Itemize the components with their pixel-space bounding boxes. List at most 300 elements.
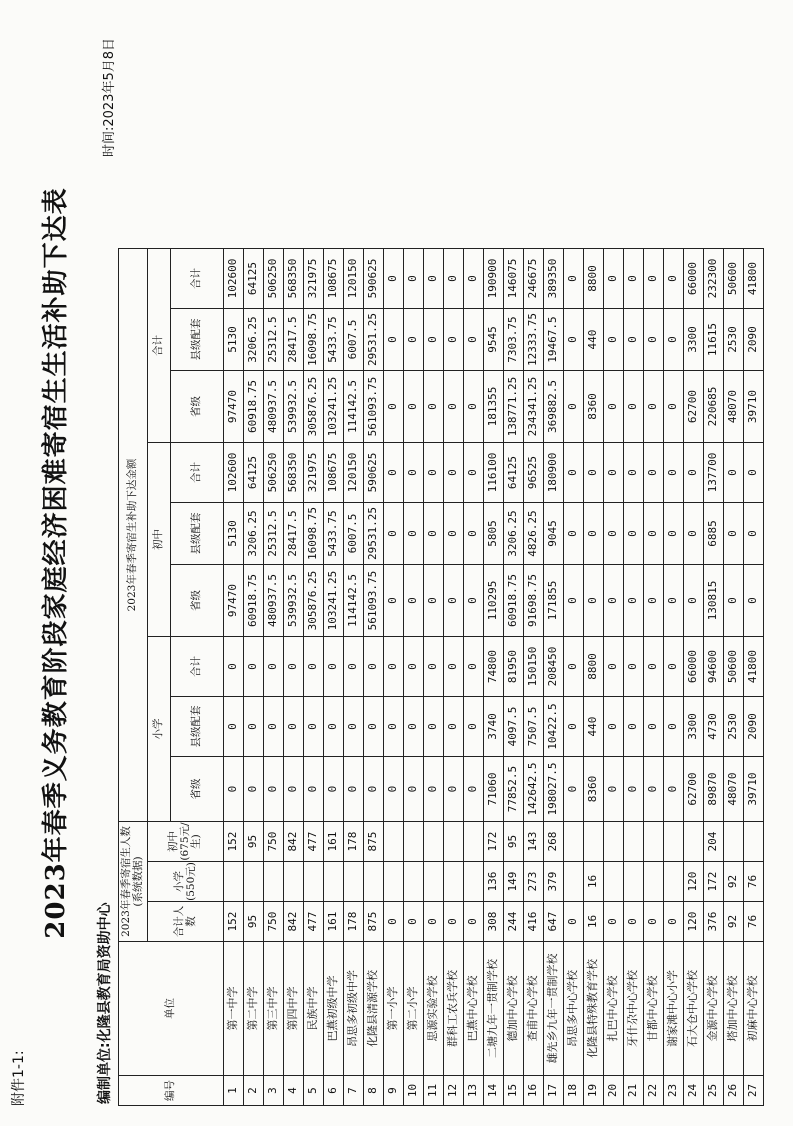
table-cell bbox=[404, 862, 424, 902]
table-cell: 0 bbox=[604, 565, 624, 637]
table-cell: 150150 bbox=[524, 637, 544, 697]
header-total-county: 县级配套 bbox=[171, 309, 224, 371]
table-cell: 0 bbox=[324, 637, 344, 697]
table-cell bbox=[404, 822, 424, 862]
table-cell: 3300 bbox=[684, 309, 704, 371]
table-cell: 0 bbox=[404, 697, 424, 757]
table-cell: 0 bbox=[584, 565, 604, 637]
table-cell: 0 bbox=[424, 902, 444, 942]
table-cell: 0 bbox=[244, 757, 264, 822]
table-cell: 0 bbox=[624, 443, 644, 503]
table-cell: 2090 bbox=[744, 309, 764, 371]
table-cell: 0 bbox=[624, 371, 644, 443]
table-cell: 120150 bbox=[344, 249, 364, 309]
table-cell: 0 bbox=[324, 757, 344, 822]
table-cell: 8800 bbox=[584, 249, 604, 309]
table-row bbox=[684, 249, 704, 1106]
table-cell: 0 bbox=[604, 249, 624, 309]
table-cell bbox=[644, 862, 664, 902]
header-primary-sum: 合计 bbox=[171, 637, 224, 697]
table-cell: 0 bbox=[344, 637, 364, 697]
school-name: 昂思多中心学校 bbox=[564, 942, 584, 1076]
table-cell: 120 bbox=[684, 862, 704, 902]
table-cell: 95 bbox=[504, 822, 524, 862]
school-name: 巴燕初级中学 bbox=[324, 942, 344, 1076]
table-cell: 7303.75 bbox=[504, 309, 524, 371]
table-cell: 161 bbox=[324, 822, 344, 862]
table-cell: 246675 bbox=[524, 249, 544, 309]
table-cell: 0 bbox=[464, 902, 484, 942]
table-cell: 234341.25 bbox=[524, 371, 544, 443]
table-cell: 60918.75 bbox=[504, 565, 524, 637]
table-cell: 50600 bbox=[724, 249, 744, 309]
table-cell: 29531.25 bbox=[364, 503, 384, 565]
table-cell: 77852.5 bbox=[504, 757, 524, 822]
table-cell: 0 bbox=[624, 757, 644, 822]
table-cell: 142642.5 bbox=[524, 757, 544, 822]
table-cell: 116100 bbox=[484, 443, 504, 503]
table-cell: 321975 bbox=[304, 249, 324, 309]
table-cell: 0 bbox=[604, 309, 624, 371]
table-cell: 3206.25 bbox=[244, 309, 264, 371]
table-cell: 0 bbox=[684, 443, 704, 503]
table-row bbox=[364, 249, 384, 1106]
table-cell: 0 bbox=[624, 249, 644, 309]
table-cell: 25312.5 bbox=[264, 503, 284, 565]
header-junior-sum: 合计 bbox=[171, 443, 224, 503]
table-cell: 590625 bbox=[364, 443, 384, 503]
table-cell: 0 bbox=[464, 309, 484, 371]
table-cell: 0 bbox=[424, 565, 444, 637]
table-cell: 0 bbox=[664, 503, 684, 565]
table-cell: 89870 bbox=[704, 757, 724, 822]
table-cell bbox=[424, 822, 444, 862]
table-cell: 0 bbox=[664, 637, 684, 697]
table-cell: 0 bbox=[284, 757, 304, 822]
table-cell: 180900 bbox=[544, 443, 564, 503]
row-number: 17 bbox=[544, 1076, 564, 1106]
row-number: 18 bbox=[564, 1076, 584, 1106]
table-cell bbox=[364, 862, 384, 902]
table-cell: 3300 bbox=[684, 697, 704, 757]
table-cell bbox=[624, 862, 644, 902]
school-name: 第二小学 bbox=[404, 942, 424, 1076]
school-name: 思源实验学校 bbox=[424, 942, 444, 1076]
table-cell: 480937.5 bbox=[264, 565, 284, 637]
table-row bbox=[664, 249, 684, 1106]
table-cell: 568350 bbox=[284, 249, 304, 309]
table-cell: 28417.5 bbox=[284, 309, 304, 371]
table-cell: 0 bbox=[624, 902, 644, 942]
table-cell bbox=[384, 822, 404, 862]
table-cell bbox=[744, 822, 764, 862]
table-cell: 506250 bbox=[264, 443, 284, 503]
table-cell: 416 bbox=[524, 902, 544, 942]
table-cell: 76 bbox=[744, 902, 764, 942]
table-cell: 568350 bbox=[284, 443, 304, 503]
table-cell bbox=[644, 822, 664, 862]
table-cell: 11615 bbox=[704, 309, 724, 371]
header-junior: 初中 bbox=[148, 443, 171, 637]
table-cell: 0 bbox=[244, 637, 264, 697]
row-number: 2 bbox=[244, 1076, 264, 1106]
table-row bbox=[564, 249, 584, 1106]
table-cell: 60918.75 bbox=[244, 371, 264, 443]
table-cell: 0 bbox=[404, 309, 424, 371]
table-cell: 0 bbox=[444, 902, 464, 942]
table-cell bbox=[324, 862, 344, 902]
table-cell: 0 bbox=[604, 637, 624, 697]
table-cell: 25312.5 bbox=[264, 309, 284, 371]
school-name: 谢家滩中心小学 bbox=[664, 942, 684, 1076]
table-cell: 0 bbox=[304, 757, 324, 822]
table-cell bbox=[444, 862, 464, 902]
school-name: 初麻中心学校 bbox=[744, 942, 764, 1076]
table-cell: 0 bbox=[564, 249, 584, 309]
table-cell bbox=[624, 822, 644, 862]
table-cell: 9545 bbox=[484, 309, 504, 371]
table-cell: 0 bbox=[644, 309, 664, 371]
table-cell: 120 bbox=[684, 902, 704, 942]
table-cell: 0 bbox=[404, 443, 424, 503]
school-name: 第一中学 bbox=[224, 942, 244, 1076]
table-cell: 103241.25 bbox=[324, 371, 344, 443]
table-cell: 16098.75 bbox=[304, 503, 324, 565]
table-cell: 0 bbox=[624, 503, 644, 565]
table-cell bbox=[384, 862, 404, 902]
table-cell: 0 bbox=[644, 757, 664, 822]
table-cell: 0 bbox=[724, 565, 744, 637]
table-cell: 0 bbox=[224, 757, 244, 822]
table-row bbox=[464, 249, 484, 1106]
table-cell: 0 bbox=[224, 637, 244, 697]
school-name: 巴燕中心学校 bbox=[464, 942, 484, 1076]
table-cell: 95 bbox=[244, 902, 264, 942]
header-total-province: 省级 bbox=[171, 371, 224, 443]
table-cell bbox=[464, 862, 484, 902]
table-cell: 0 bbox=[564, 757, 584, 822]
table-cell: 95 bbox=[244, 822, 264, 862]
table-cell: 220685 bbox=[704, 371, 724, 443]
table-cell: 0 bbox=[744, 503, 764, 565]
table-cell: 0 bbox=[604, 371, 624, 443]
table-cell: 62700 bbox=[684, 371, 704, 443]
table-cell: 2530 bbox=[724, 697, 744, 757]
table-cell: 0 bbox=[564, 371, 584, 443]
table-cell: 440 bbox=[584, 309, 604, 371]
table-cell: 0 bbox=[744, 565, 764, 637]
table-cell bbox=[604, 822, 624, 862]
table-cell: 750 bbox=[264, 822, 284, 862]
table-cell: 28417.5 bbox=[284, 503, 304, 565]
table-cell: 875 bbox=[364, 822, 384, 862]
table-cell: 152 bbox=[224, 822, 244, 862]
table-row bbox=[284, 249, 304, 1106]
table-cell: 74800 bbox=[484, 637, 504, 697]
table-cell: 268 bbox=[544, 822, 564, 862]
table-cell: 29531.25 bbox=[364, 309, 384, 371]
table-cell: 171855 bbox=[544, 565, 564, 637]
table-cell: 0 bbox=[724, 443, 744, 503]
table-row bbox=[444, 249, 464, 1106]
table-cell: 146075 bbox=[504, 249, 524, 309]
table-cell: 114142.5 bbox=[344, 371, 364, 443]
header-total: 合计 bbox=[148, 249, 171, 443]
table-cell: 39710 bbox=[744, 757, 764, 822]
table-cell: 0 bbox=[364, 697, 384, 757]
table-cell: 506250 bbox=[264, 249, 284, 309]
school-name: 金源中心学校 bbox=[704, 942, 724, 1076]
table-cell: 0 bbox=[644, 565, 664, 637]
row-number: 5 bbox=[304, 1076, 324, 1106]
table-cell: 152 bbox=[224, 902, 244, 942]
table-cell: 0 bbox=[644, 249, 664, 309]
school-name: 石大仓中心学校 bbox=[684, 942, 704, 1076]
table-cell: 136 bbox=[484, 862, 504, 902]
table-cell: 0 bbox=[604, 757, 624, 822]
table-cell: 590625 bbox=[364, 249, 384, 309]
table-cell: 64125 bbox=[504, 443, 524, 503]
table-row bbox=[324, 249, 344, 1106]
table-cell: 108675 bbox=[324, 443, 344, 503]
table-cell: 198027.5 bbox=[544, 757, 564, 822]
table-cell: 108675 bbox=[324, 249, 344, 309]
table-cell: 0 bbox=[624, 637, 644, 697]
table-cell: 0 bbox=[344, 697, 364, 757]
table-cell: 0 bbox=[564, 902, 584, 942]
table-cell: 0 bbox=[404, 503, 424, 565]
table-cell: 0 bbox=[464, 565, 484, 637]
row-number: 11 bbox=[424, 1076, 444, 1106]
subsidy-table bbox=[118, 248, 764, 1106]
header-junior-people: 初中(675元/生) bbox=[148, 822, 224, 862]
table-cell: 39710 bbox=[744, 371, 764, 443]
table-cell: 9045 bbox=[544, 503, 564, 565]
table-cell: 0 bbox=[464, 757, 484, 822]
table-cell: 0 bbox=[664, 443, 684, 503]
table-cell: 0 bbox=[404, 249, 424, 309]
school-name: 昂思多初级中学 bbox=[344, 942, 364, 1076]
table-row bbox=[304, 249, 324, 1106]
table-cell: 5130 bbox=[224, 309, 244, 371]
table-cell: 0 bbox=[684, 503, 704, 565]
table-cell bbox=[464, 822, 484, 862]
table-cell: 3206.25 bbox=[244, 503, 264, 565]
table-cell: 0 bbox=[304, 697, 324, 757]
table-cell: 0 bbox=[384, 565, 404, 637]
table-cell: 0 bbox=[364, 757, 384, 822]
table-row bbox=[404, 249, 424, 1106]
table-cell bbox=[584, 822, 604, 862]
table-row bbox=[344, 249, 364, 1106]
table-cell: 4730 bbox=[704, 697, 724, 757]
table-cell: 273 bbox=[524, 862, 544, 902]
table-cell: 305876.25 bbox=[304, 371, 324, 443]
table-cell: 232300 bbox=[704, 249, 724, 309]
table-cell: 60918.75 bbox=[244, 565, 264, 637]
table-cell: 3740 bbox=[484, 697, 504, 757]
table-row bbox=[544, 249, 564, 1106]
page-title: 2023年春季义务教育阶段家庭经济困难寄宿生生活补助下达表 bbox=[41, 187, 71, 939]
table-cell: 369882.5 bbox=[544, 371, 564, 443]
table-cell: 0 bbox=[324, 697, 344, 757]
table-cell bbox=[564, 822, 584, 862]
row-number: 13 bbox=[464, 1076, 484, 1106]
table-cell: 48070 bbox=[724, 757, 744, 822]
table-cell: 0 bbox=[384, 697, 404, 757]
table-cell: 0 bbox=[444, 443, 464, 503]
table-cell: 561093.75 bbox=[364, 565, 384, 637]
table-cell: 110295 bbox=[484, 565, 504, 637]
table-cell: 0 bbox=[284, 697, 304, 757]
table-cell: 6007.5 bbox=[344, 503, 364, 565]
table-cell: 0 bbox=[444, 503, 464, 565]
table-body bbox=[224, 249, 764, 1106]
table-cell bbox=[244, 862, 264, 902]
table-row bbox=[424, 249, 444, 1106]
table-cell: 8360 bbox=[584, 371, 604, 443]
table-cell: 16 bbox=[584, 902, 604, 942]
table-row bbox=[504, 249, 524, 1106]
table-cell: 0 bbox=[644, 443, 664, 503]
header-primary-province: 省级 bbox=[171, 757, 224, 822]
table-cell: 96525 bbox=[524, 443, 544, 503]
table-cell: 16098.75 bbox=[304, 309, 324, 371]
row-number: 24 bbox=[684, 1076, 704, 1106]
school-name: 化隆县特殊教育学校 bbox=[584, 942, 604, 1076]
table-cell: 50600 bbox=[724, 637, 744, 697]
table-cell: 0 bbox=[464, 697, 484, 757]
table-cell: 7507.5 bbox=[524, 697, 544, 757]
table-cell: 376 bbox=[704, 902, 724, 942]
table-cell: 440 bbox=[584, 697, 604, 757]
table-cell: 0 bbox=[444, 565, 464, 637]
table-cell bbox=[224, 862, 244, 902]
table-cell: 0 bbox=[584, 443, 604, 503]
table-cell: 71060 bbox=[484, 757, 504, 822]
table-cell: 0 bbox=[444, 371, 464, 443]
table-cell: 539932.5 bbox=[284, 371, 304, 443]
table-cell: 480937.5 bbox=[264, 371, 284, 443]
table-row bbox=[384, 249, 404, 1106]
table-cell: 19467.5 bbox=[544, 309, 564, 371]
table-cell: 204 bbox=[704, 822, 724, 862]
row-number: 16 bbox=[524, 1076, 544, 1106]
table-cell: 137700 bbox=[704, 443, 724, 503]
table-cell: 0 bbox=[664, 249, 684, 309]
row-number: 26 bbox=[724, 1076, 744, 1106]
table-cell: 389350 bbox=[544, 249, 564, 309]
row-number: 21 bbox=[624, 1076, 644, 1106]
annex-label: 附件1-1: bbox=[11, 1050, 27, 1106]
table-cell: 0 bbox=[424, 757, 444, 822]
table-cell: 561093.75 bbox=[364, 371, 384, 443]
table-cell: 81950 bbox=[504, 637, 524, 697]
table-row bbox=[604, 249, 624, 1106]
school-name: 第一小学 bbox=[384, 942, 404, 1076]
header-junior-county: 县级配套 bbox=[171, 503, 224, 565]
table-cell: 539932.5 bbox=[284, 565, 304, 637]
school-name: 扎巴中心学校 bbox=[604, 942, 624, 1076]
table-cell: 0 bbox=[424, 371, 444, 443]
table-cell: 5433.75 bbox=[324, 309, 344, 371]
table-cell: 8360 bbox=[584, 757, 604, 822]
row-number: 19 bbox=[584, 1076, 604, 1106]
table-cell: 0 bbox=[364, 637, 384, 697]
table-cell: 0 bbox=[444, 309, 464, 371]
table-cell: 12333.75 bbox=[524, 309, 544, 371]
table-cell: 477 bbox=[304, 902, 324, 942]
table-cell: 0 bbox=[384, 902, 404, 942]
table-cell: 0 bbox=[424, 637, 444, 697]
header-primary: 小学 bbox=[148, 637, 171, 822]
table-cell: 321975 bbox=[304, 443, 324, 503]
school-name: 塔加中心学校 bbox=[724, 942, 744, 1076]
table-cell: 0 bbox=[664, 697, 684, 757]
table-cell: 0 bbox=[444, 697, 464, 757]
table-cell: 120150 bbox=[344, 443, 364, 503]
table-cell: 0 bbox=[384, 249, 404, 309]
row-number: 12 bbox=[444, 1076, 464, 1106]
table-cell: 4826.25 bbox=[524, 503, 544, 565]
header-seq: 编号 bbox=[119, 1076, 224, 1106]
table-cell: 0 bbox=[604, 503, 624, 565]
table-cell: 0 bbox=[444, 249, 464, 309]
table-cell: 0 bbox=[244, 697, 264, 757]
school-name: 德加中心学校 bbox=[504, 942, 524, 1076]
table-cell: 102600 bbox=[224, 249, 244, 309]
table-cell: 0 bbox=[264, 637, 284, 697]
table-cell: 0 bbox=[644, 371, 664, 443]
table-cell: 0 bbox=[384, 443, 404, 503]
row-number: 20 bbox=[604, 1076, 624, 1106]
table-cell: 208450 bbox=[544, 637, 564, 697]
table-cell: 66000 bbox=[684, 249, 704, 309]
table-row bbox=[524, 249, 544, 1106]
table-cell: 0 bbox=[664, 757, 684, 822]
table-cell: 647 bbox=[544, 902, 564, 942]
table-cell bbox=[424, 862, 444, 902]
table-cell: 66000 bbox=[684, 637, 704, 697]
table-cell: 0 bbox=[644, 637, 664, 697]
table-cell: 0 bbox=[464, 249, 484, 309]
table-cell: 842 bbox=[284, 822, 304, 862]
header-total-people: 合计人数 bbox=[148, 902, 224, 942]
table-cell: 4097.5 bbox=[504, 697, 524, 757]
row-number: 25 bbox=[704, 1076, 724, 1106]
table-cell: 172 bbox=[704, 862, 724, 902]
table-cell bbox=[264, 862, 284, 902]
row-number: 15 bbox=[504, 1076, 524, 1106]
table-cell: 5433.75 bbox=[324, 503, 344, 565]
table-cell: 5130 bbox=[224, 503, 244, 565]
table-cell: 0 bbox=[404, 565, 424, 637]
table-row bbox=[744, 249, 764, 1106]
row-number: 22 bbox=[644, 1076, 664, 1106]
table-cell: 0 bbox=[264, 757, 284, 822]
table-cell: 0 bbox=[604, 902, 624, 942]
table-cell: 379 bbox=[544, 862, 564, 902]
school-name: 第三中学 bbox=[264, 942, 284, 1076]
table-cell: 0 bbox=[624, 309, 644, 371]
table-cell: 0 bbox=[404, 757, 424, 822]
table-cell: 64125 bbox=[244, 249, 264, 309]
table-cell: 92 bbox=[724, 902, 744, 942]
table-cell bbox=[444, 822, 464, 862]
table-cell: 62700 bbox=[684, 757, 704, 822]
table-cell: 0 bbox=[404, 637, 424, 697]
table-cell: 842 bbox=[284, 902, 304, 942]
